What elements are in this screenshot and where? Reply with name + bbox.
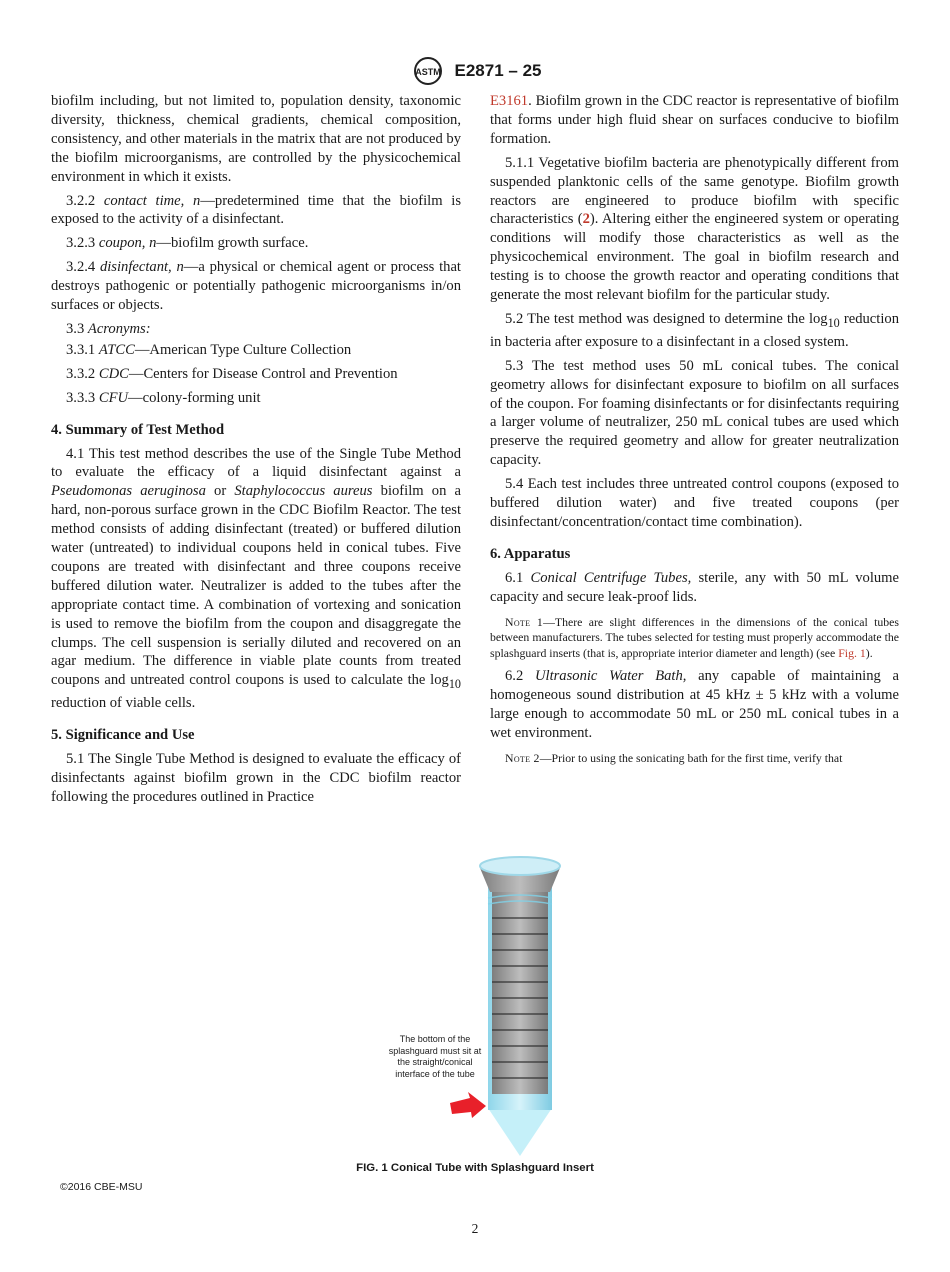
definition-contact-time: 3.2.2 contact time, n—predetermined time that the biofilm is exposed to the activity of a disinfectant. — [51, 192, 462, 228]
splashguard-insert — [480, 857, 560, 1094]
link-e3161[interactable]: E3161 — [490, 93, 529, 109]
heading-significance: 5. Significance and Use — [51, 727, 195, 744]
reference-link-2[interactable]: 2 — [582, 211, 590, 228]
paragraph-5-1: 5.1 The Single Tube Method is designed to evaluate the efficacy of disinfectants against biofilm grown in the CDC biofilm reactor following the procedures outlined in Practice — [51, 751, 461, 805]
section-acronyms: 3.3 Acronyms: — [66, 320, 151, 337]
page-number: 2 — [471, 1221, 479, 1236]
note-2: Note 2—Prior to using the sonicating bath for the first time, verify that — [505, 750, 843, 765]
definition-disinfectant: 3.2.4 disinfectant, n—a physical or chemical agent or process that destroys pathogenic or potentially pathogenic microorganisms in/on surfaces or objects. — [51, 259, 461, 314]
heading-apparatus: 6. Apparatus — [490, 545, 571, 562]
paragraph-6-2: 6.2 Ultrasonic Water Bath, any capable of maintaining a homogeneous sound distribution at 45 kHz ± 5 kHz with a volume large enough to accommodate 50 mL or 250 mL conical tubes in a wet environment. — [490, 668, 900, 742]
paragraph-5-2: 5.2 The test method was designed to determine the $\log_{10}$ reduction in bacteria after exposure to a disinfectant in a closed system. — [490, 310, 899, 350]
link-fig-1[interactable]: Fig. 1 — [838, 645, 866, 660]
acronym-cfu: 3.3.3 CFU—colony-forming unit — [66, 389, 261, 406]
paragraph-5-1-cont: E3161. Biofilm grown in the CDC reactor is representative of biofilm that forms under high fluid shear on surfaces conducive to biofilm formation. — [490, 93, 899, 147]
acronym-cdc: 3.3.2 CDC—Centers for Disease Control and Prevention — [66, 365, 398, 382]
astm-logo-icon — [409, 56, 447, 86]
figure-caption: FIG. 1 Conical Tube with Splashguard Insert — [356, 1162, 594, 1174]
paragraph-6-1: 6.1 Conical Centrifuge Tubes, sterile, any with 50 mL volume capacity and secure leak-proof lids. — [490, 569, 900, 605]
right-column — [490, 92, 899, 773]
acronym-atcc: 3.3.1 ATCC—American Type Culture Collection — [66, 341, 352, 358]
paragraph-intro: biofilm including, but not limited to, population density, taxonomic diversity, thickness, chemical gradients, chemical composition, consistency, and other materials in the matrix that are not produced by the biofilm microorganisms, are controlled by the physicochemical environment in which it exists. — [51, 93, 461, 185]
paragraph-5-4: 5.4 Each test includes three untreated control coupons (exposed to buffered dilution water) and five treated coupons (per disinfectant/concentration/contact time combination). — [490, 476, 899, 530]
heading-summary: 4. Summary of Test Method — [51, 421, 225, 438]
figure-callout: The bottom of the splashguard must sit at the straight/conical interface of the tube — [388, 1034, 482, 1079]
definition-coupon: 3.2.3 coupon, n—biofilm growth surface. — [66, 235, 309, 252]
left-column — [51, 92, 461, 812]
svg-text:ASTM: ASTM — [414, 67, 441, 77]
conical-tube-figure — [380, 848, 580, 1163]
paragraph-5-1-1: 5.1.1 Vegetative biofilm bacteria are phenotypically different from suspended planktonic cells of the same genotype. Biofilm growth reactors are engineered to produce biofilm with specific characteristics (2). Altering either the engineered system or operating conditions will modify those characteristics as well as the physicochemical environment. The goal in biofilm research and testing is to choose the growth reactor and operating conditions that generate the most relevant biofilm for the particular study. — [490, 154, 899, 304]
red-arrow-icon — [450, 1092, 486, 1118]
note-1: Note 1—There are slight differences in the dimensions of the conical tubes between manufacturers. The tubes selected for testing must properly accommodate the splashguard inserts (that is, appropriate interior diameter and length) (see Fig. 1). — [490, 614, 900, 660]
page-header — [0, 56, 950, 86]
paragraph-4-1: 4.1 This test method describes the use of the Single Tube Method to evaluate the efficacy of a liquid disinfectant against a Pseudomonas aeruginosa or Staphylococcus aureus biofilm on a hard, non-porous surface grown in the CDC Biofilm Reactor. The test method consists of adding disinfectant (treated) or buffered dilution water (untreated) to individual coupons held in conical tubes. Five coupons are treated with disinfectant and three coupons receive buffered dilution water. Neutralizer is added to the tubes after the appropriate contact time. A combination of vortexing and sonication is used to remove the biofilm from the coupon and disaggregate the clumps. The cell suspension is serially diluted and recovered on an agar medium. The difference in viable plate counts from treated coupons and untreated control coupons is used to calculate the $\log_{10}$ reduction of viable cells. — [51, 445, 461, 712]
paragraph-5-3: 5.3 The test method uses 50 mL conical tubes. The conical geometry allows for disinfectant exposure to biofilm on all surfaces of the coupon. For foaming disinfectants or for disinfectants requiring a larger volume of neutralizer, 250 mL conical tubes are used which preserve the required geometry and allow for greater neutralization capacity. — [490, 357, 899, 469]
standard-designation: E2871 – 25 — [454, 61, 542, 80]
copyright: ©2016 CBE-MSU — [60, 1181, 143, 1193]
